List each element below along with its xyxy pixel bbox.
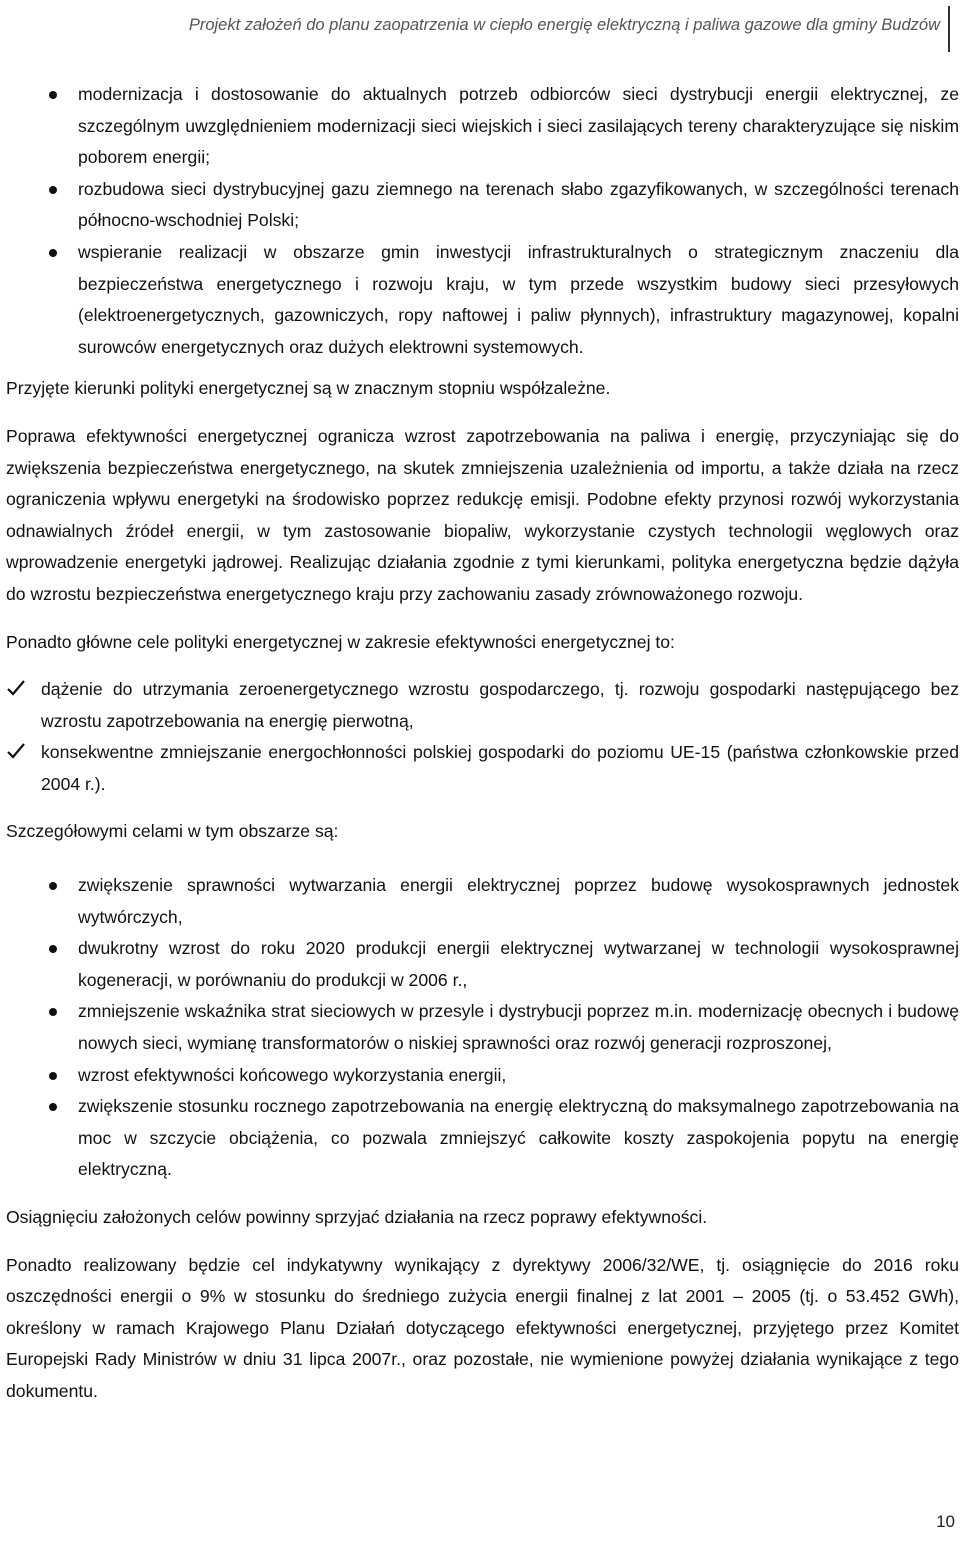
paragraph: Ponadto główne cele polityki energetycznej w zakresie efektywności energetycznej to: [6,631,675,652]
checkmark-icon [6,678,26,698]
bullet-icon [49,1008,57,1016]
checkmark-list [6,674,959,800]
list-item: rozbudowa sieci dystrybucyjnej gazu ziemnego na terenach słabo zgazyfikowanych, w szczególności terenach północno-wschodniej Polski; [6,174,959,237]
bullet-icon [49,186,57,194]
list-item: modernizacja i dostosowanie do aktualnych potrzeb odbiorców sieci dystrybucji energii elektrycznej, ze szczególnym uwzględnieniem modernizacji sieci wiejskich i sieci zasilających tereny charakteryzujące się niskim poborem energii; [6,79,959,174]
paragraph: Ponadto realizowany będzie cel indykatywny wynikający z dyrektywy 2006/32/WE, tj. osiągnięcie do 2016 roku oszczędności energii o 9% w stosunku do średniego zużycia energii finalnej z lat 2001 – 2005 (tj. o 53.452 GWh), określony w ramach Krajowego Planu Działań dotyczącego efektywności energetycznej, przyjętego przez Komitet Europejski Rady Ministrów w dniu 31 lipca 2007r., oraz pozostałe, nie wymienione powyżej działania wynikające z tego dokumentu. [6,1254,959,1401]
page-header [0,0,960,52]
bullet-icon [49,945,57,953]
bullet-icon [49,1072,57,1080]
list-item: zwiększenie sprawności wytwarzania energii elektrycznej poprzez budowę wysokosprawnych jednostek wytwórczych, [6,870,959,933]
page-number: 10 [936,1512,955,1531]
list-item: wzrost efektywności końcowego wykorzystania energii, [6,1060,959,1092]
header-rule [948,6,950,52]
paragraph: Poprawa efektywności energetycznej ogranicza wzrost zapotrzebowania na paliwa i energię, przyczyniając się do zwiększenia bezpieczeństwa energetycznego, na skutek zmniejszenia uzależnienia od importu, a także działa na rzecz ograniczenia wpływu energetyki na środowisko poprzez redukcję emisji. Podobne efekty przynosi rozwój wykorzystania odnawialnych źródeł energii, w tym zastosowanie biopaliw, wykorzystanie czystych technologii węglowych oraz wprowadzenie energetyki jądrowej. Realizując działania zgodnie z tymi kierunkami, polityka energetyczna będzie dążyła do wzrostu bezpieczeństwa energetycznego kraju przy zachowaniu zasady zrównoważonego rozwoju. [6,425,959,604]
checkmark-icon [6,741,26,761]
intro-bullet-list [6,79,959,363]
bullet-icon [49,882,57,890]
list-item: wspieranie realizacji w obszarze gmin inwestycji infrastrukturalnych o strategicznym znaczeniu dla bezpieczeństwa energetycznego i rozwoju kraju, w tym przede wszystkim budowy sieci przesyłowych (elektroenergetycznych, gazowniczych, ropy naftowej i paliw płynnych), infrastruktury magazynowej, kopalni surowców energetycznych oraz dużych elektrowni systemowych. [6,237,959,363]
header-title: Projekt założeń do planu zaopatrzenia w ciepło energię elektryczną i paliwa gazowe dla gminy Budzów [188,16,940,34]
paragraph: Osiągnięciu założonych celów powinny sprzyjać działania na rzecz poprawy efektywności. [6,1207,708,1227]
list-item: dążenie do utrzymania zeroenergetycznego wzrostu gospodarczego, tj. rozwoju gospodarki następującego bez wzrostu zapotrzebowania na energię pierwotną, [6,674,959,737]
list-item: zmniejszenie wskaźnika strat sieciowych w przesyle i dystrybucji poprzez m.in. modernizację obecnych i budowę nowych sieci, wymianę transformatorów o niskiej sprawności oraz rozwój generacji rozproszonej, [6,996,959,1059]
paragraph: Szczegółowymi celami w tym obszarze są: [6,821,339,842]
list-item: dwukrotny wzrost do roku 2020 produkcji energii elektrycznej wytwarzanej w technologii wysokosprawnej kogeneracji, w porównaniu do produkcji w 2006 r., [6,933,959,996]
list-item: konsekwentne zmniejszanie energochłonności polskiej gospodarki do poziomu UE-15 (państwa członkowskie przed 2004 r.). [6,737,959,800]
bullet-icon [49,91,57,99]
detail-bullet-list [6,870,959,1186]
bullet-icon [49,1103,57,1111]
paragraph: Przyjęte kierunki polityki energetycznej są w znacznym stopniu współzależne. [6,378,611,399]
bullet-icon [49,249,57,257]
document-body [6,79,959,1408]
list-item: zwiększenie stosunku rocznego zapotrzebowania na energię elektryczną do maksymalnego zapotrzebowania na moc w szczycie obciążenia, co pozwala zmniejszyć całkowite koszty zaspokojenia popytu na energię elektryczną. [6,1091,959,1186]
